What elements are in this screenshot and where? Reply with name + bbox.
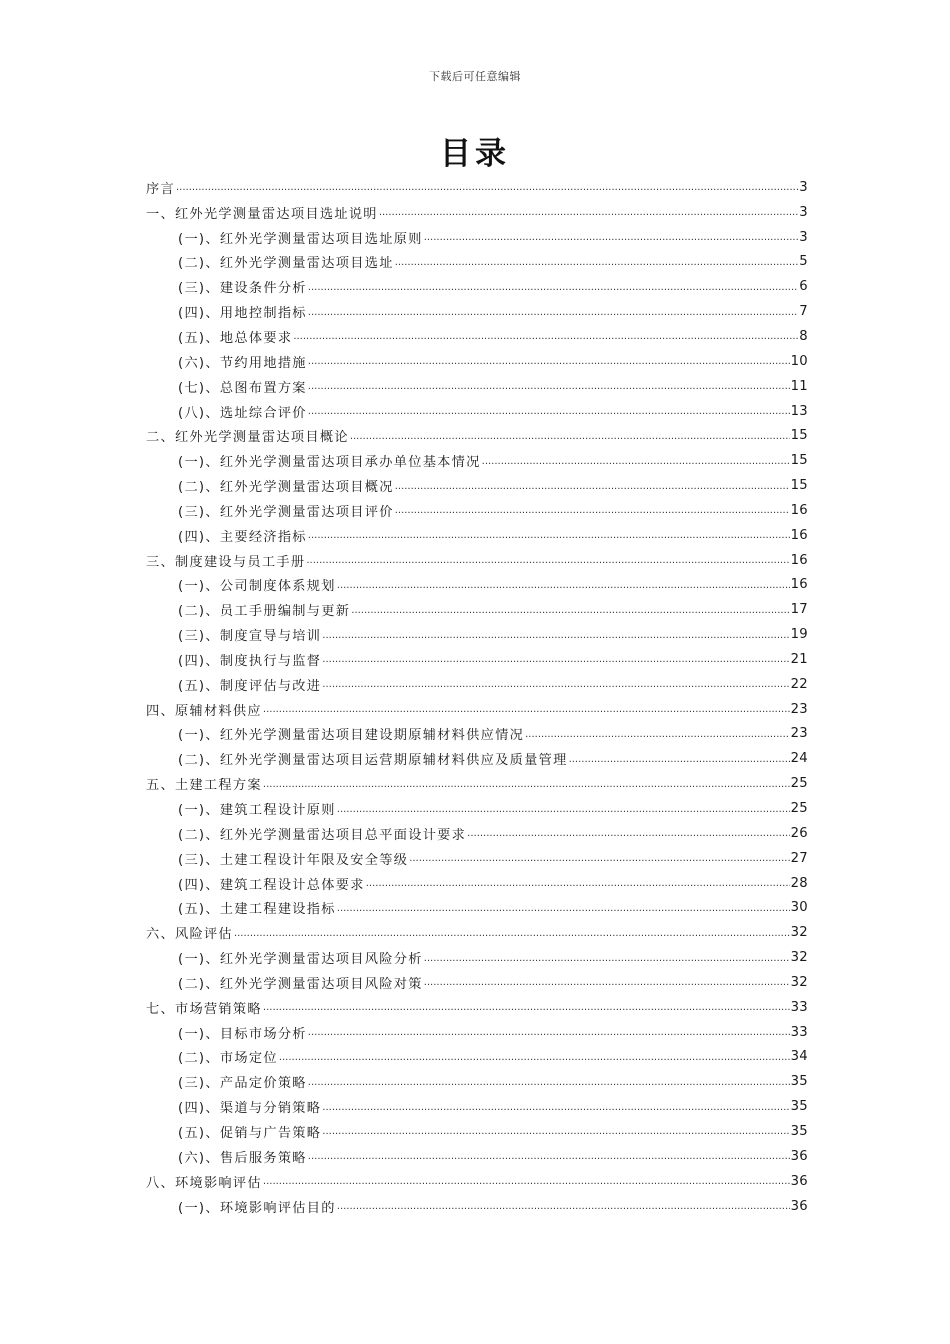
toc-section-entry[interactable] <box>146 771 808 796</box>
toc-dot-leader <box>279 1050 790 1066</box>
toc-page-number: 22 <box>790 676 808 692</box>
toc-dot-leader <box>263 777 790 793</box>
toc-page-number: 23 <box>790 726 808 742</box>
toc-subsection-entry[interactable] <box>146 672 808 697</box>
toc-subsection-entry[interactable] <box>146 225 808 250</box>
toc-page-number: 5 <box>799 254 808 270</box>
toc-dot-leader <box>308 280 799 296</box>
toc-entry-label: 五、土建工程方案 <box>146 778 262 794</box>
toc-entry-label: (一)、目标市场分析 <box>178 1026 307 1042</box>
toc-page-number: 17 <box>790 602 808 618</box>
toc-subsection-entry[interactable] <box>146 1094 808 1119</box>
toc-page-number: 15 <box>790 478 808 494</box>
toc-page-number: 11 <box>790 378 808 394</box>
toc-page-number: 28 <box>790 875 808 891</box>
toc-entry-label: (三)、制度宣导与培训 <box>178 629 322 645</box>
toc-page-number: 30 <box>790 900 808 916</box>
toc-page-number: 36 <box>790 1198 808 1214</box>
toc-entry-label: (四)、用地控制指标 <box>178 306 307 322</box>
toc-entry-label: (二)、市场定位 <box>178 1051 278 1067</box>
toc-subsection-entry[interactable] <box>146 821 808 846</box>
toc-subsection-entry[interactable] <box>146 647 808 672</box>
toc-dot-leader <box>308 1025 790 1041</box>
toc-dot-leader <box>337 901 790 917</box>
toc-entry-label: (四)、主要经济指标 <box>178 529 307 545</box>
toc-page-number: 3 <box>799 204 808 220</box>
toc-subsection-entry[interactable] <box>146 473 808 498</box>
toc-entry-label: (五)、制度评估与改进 <box>178 678 322 694</box>
toc-dot-leader <box>308 1075 790 1091</box>
toc-entry-label: (一)、建筑工程设计原则 <box>178 803 336 819</box>
toc-subsection-entry[interactable] <box>146 796 808 821</box>
toc-page-number: 16 <box>790 552 808 568</box>
toc-dot-leader <box>395 503 790 519</box>
toc-page-number: 33 <box>790 1024 808 1040</box>
toc-page-number: 16 <box>790 577 808 593</box>
toc-page-number: 35 <box>790 1099 808 1115</box>
toc-page-number: 33 <box>790 999 808 1015</box>
toc-subsection-entry[interactable] <box>146 299 808 324</box>
toc-entry-label: 三、制度建设与员工手册 <box>146 554 306 570</box>
toc-entry-label: 八、环境影响评估 <box>146 1175 262 1191</box>
toc-subsection-entry[interactable] <box>146 399 808 424</box>
toc-dot-leader <box>322 1100 789 1116</box>
toc-subsection-entry[interactable] <box>146 1119 808 1144</box>
toc-entry-label: (六)、售后服务策略 <box>178 1150 307 1166</box>
toc-dot-leader <box>234 926 790 942</box>
toc-page-number: 7 <box>799 304 808 320</box>
toc-section-entry[interactable] <box>146 995 808 1020</box>
toc-entry-label: (一)、红外光学测量雷达项目选址原则 <box>178 231 423 247</box>
toc-entry-label: (五)、土建工程建设指标 <box>178 902 336 918</box>
toc-section-entry[interactable] <box>146 697 808 722</box>
toc-subsection-entry[interactable] <box>146 1069 808 1094</box>
toc-subsection-entry[interactable] <box>146 523 808 548</box>
toc-section-entry[interactable] <box>146 200 808 225</box>
toc-entry-label: (二)、红外光学测量雷达项目选址 <box>178 256 394 272</box>
toc-page-number: 36 <box>790 1173 808 1189</box>
toc-entry-label: (四)、建筑工程设计总体要求 <box>178 877 365 893</box>
toc-dot-leader <box>424 230 799 246</box>
toc-subsection-entry[interactable] <box>146 722 808 747</box>
toc-dot-leader <box>337 578 790 594</box>
toc-dot-leader <box>467 826 789 842</box>
toc-page-number: 25 <box>790 776 808 792</box>
toc-dot-leader <box>395 255 799 271</box>
toc-entry-label: (一)、红外光学测量雷达项目风险分析 <box>178 952 423 968</box>
toc-page-number: 15 <box>790 453 808 469</box>
toc-dot-leader <box>337 1199 790 1215</box>
toc-entry-label: (三)、红外光学测量雷达项目评价 <box>178 504 394 520</box>
toc-page-number: 32 <box>790 925 808 941</box>
toc-subsection-entry[interactable] <box>146 945 808 970</box>
toc-subsection-entry[interactable] <box>146 573 808 598</box>
toc-page-number: 25 <box>790 801 808 817</box>
toc-page-number: 23 <box>790 701 808 717</box>
toc-dot-leader <box>308 404 790 420</box>
toc-subsection-entry[interactable] <box>146 871 808 896</box>
toc-entry-label: (二)、红外光学测量雷达项目概况 <box>178 480 394 496</box>
toc-dot-leader <box>409 851 789 867</box>
toc-page-number: 36 <box>790 1148 808 1164</box>
toc-subsection-entry[interactable] <box>146 1020 808 1045</box>
toc-dot-leader <box>482 454 790 470</box>
toc-entry-label: (五)、地总体要求 <box>178 330 293 346</box>
toc-dot-leader <box>424 951 790 967</box>
page-header-note: 下载后可任意编辑 <box>429 70 521 83</box>
toc-page-number: 24 <box>790 751 808 767</box>
toc-entry-label: (一)、环境影响评估目的 <box>178 1200 336 1216</box>
toc-page-number: 32 <box>790 950 808 966</box>
toc-entry-label: (二)、员工手册编制与更新 <box>178 604 351 620</box>
toc-dot-leader <box>308 1149 790 1165</box>
toc-dot-leader <box>308 354 790 370</box>
toc-dot-leader <box>308 528 790 544</box>
toc-dot-leader <box>337 802 790 818</box>
toc-section-entry[interactable] <box>146 175 808 200</box>
toc-subsection-entry[interactable] <box>146 846 808 871</box>
toc-dot-leader <box>379 205 798 221</box>
toc-entry-label: (六)、节约用地措施 <box>178 355 307 371</box>
toc-dot-leader <box>306 553 789 569</box>
toc-page-number: 21 <box>790 651 808 667</box>
toc-entry-label: (五)、促销与广告策略 <box>178 1125 322 1141</box>
toc-entry-label: (三)、产品定价策略 <box>178 1076 307 1092</box>
toc-entry-label: (二)、红外光学测量雷达项目总平面设计要求 <box>178 827 467 843</box>
toc-page-number: 15 <box>790 428 808 444</box>
toc-page-number: 10 <box>790 353 808 369</box>
toc-dot-leader <box>322 652 789 668</box>
toc-entry-label: (一)、红外光学测量雷达项目建设期原辅材料供应情况 <box>178 728 525 744</box>
toc-page-number: 3 <box>799 229 808 245</box>
toc-dot-leader <box>395 479 790 495</box>
toc-subsection-entry[interactable] <box>146 324 808 349</box>
toc-dot-leader <box>322 1124 789 1140</box>
toc-section-entry[interactable] <box>146 1169 808 1194</box>
toc-subsection-entry[interactable] <box>146 1144 808 1169</box>
toc-subsection-entry[interactable] <box>146 895 808 920</box>
toc-dot-leader <box>176 180 798 196</box>
toc-dot-leader <box>525 727 790 743</box>
toc-dot-leader <box>322 677 789 693</box>
toc-page-number: 26 <box>790 825 808 841</box>
toc-entry-label: (一)、公司制度体系规划 <box>178 579 336 595</box>
toc-dot-leader <box>263 702 790 718</box>
toc-subsection-entry[interactable] <box>146 374 808 399</box>
toc-title: 目录 <box>440 136 510 172</box>
toc-page-number: 32 <box>790 974 808 990</box>
toc-entry-label: (三)、土建工程设计年限及安全等级 <box>178 852 409 868</box>
toc-page-number: 13 <box>790 403 808 419</box>
table-of-contents <box>146 175 808 1218</box>
toc-dot-leader <box>293 329 798 345</box>
toc-entry-label: (二)、红外光学测量雷达项目运营期原辅材料供应及质量管理 <box>178 753 568 769</box>
toc-entry-label: 七、市场营销策略 <box>146 1001 262 1017</box>
toc-subsection-entry[interactable] <box>146 597 808 622</box>
toc-entry-label: (三)、建设条件分析 <box>178 281 307 297</box>
toc-subsection-entry[interactable] <box>146 274 808 299</box>
toc-page-number: 8 <box>799 328 808 344</box>
toc-subsection-entry[interactable] <box>146 250 808 275</box>
toc-entry-label: 二、红外光学测量雷达项目概论 <box>146 430 349 446</box>
toc-subsection-entry[interactable] <box>146 1045 808 1070</box>
toc-section-entry[interactable] <box>146 920 808 945</box>
toc-subsection-entry[interactable] <box>146 498 808 523</box>
toc-entry-label: (二)、红外光学测量雷达项目风险对策 <box>178 976 423 992</box>
toc-page-number: 16 <box>790 527 808 543</box>
toc-page-number: 35 <box>790 1074 808 1090</box>
toc-entry-label: 序言 <box>146 181 175 197</box>
toc-page-number: 19 <box>790 627 808 643</box>
toc-page-number: 35 <box>790 1123 808 1139</box>
toc-entry-label: (一)、红外光学测量雷达项目承办单位基本情况 <box>178 455 481 471</box>
toc-dot-leader <box>308 305 799 321</box>
toc-page-number: 34 <box>790 1049 808 1065</box>
toc-entry-label: (四)、制度执行与监督 <box>178 653 322 669</box>
toc-entry-label: (八)、选址综合评价 <box>178 405 307 421</box>
toc-entry-label: 一、红外光学测量雷达项目选址说明 <box>146 206 378 222</box>
toc-subsection-entry[interactable] <box>146 746 808 771</box>
toc-subsection-entry[interactable] <box>146 448 808 473</box>
toc-subsection-entry[interactable] <box>146 349 808 374</box>
toc-dot-leader <box>424 975 790 991</box>
toc-subsection-entry[interactable] <box>146 1194 808 1219</box>
toc-dot-leader <box>350 429 790 445</box>
toc-dot-leader <box>569 752 790 768</box>
toc-dot-leader <box>308 379 790 395</box>
toc-dot-leader <box>366 876 790 892</box>
toc-page-number: 6 <box>799 279 808 295</box>
toc-entry-label: (四)、渠道与分销策略 <box>178 1101 322 1117</box>
toc-page-number: 27 <box>790 850 808 866</box>
toc-entry-label: (七)、总图布置方案 <box>178 380 307 396</box>
toc-section-entry[interactable] <box>146 423 808 448</box>
toc-dot-leader <box>351 603 789 619</box>
toc-entry-label: 四、原辅材料供应 <box>146 703 262 719</box>
toc-dot-leader <box>322 628 789 644</box>
toc-subsection-entry[interactable] <box>146 970 808 995</box>
toc-page-number: 16 <box>790 502 808 518</box>
toc-dot-leader <box>263 1000 790 1016</box>
toc-dot-leader <box>263 1174 790 1190</box>
toc-entry-label: 六、风险评估 <box>146 927 233 943</box>
toc-page-number: 3 <box>799 179 808 195</box>
toc-subsection-entry[interactable] <box>146 622 808 647</box>
toc-section-entry[interactable] <box>146 548 808 573</box>
